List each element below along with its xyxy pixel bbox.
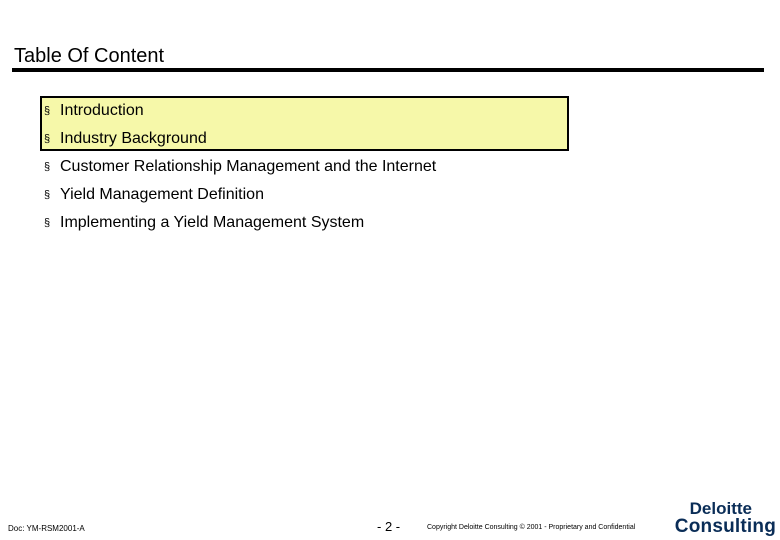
agenda-item-implementing-system (44, 209, 436, 237)
bullet-icon: § (44, 105, 51, 117)
page-number: - 2 - (377, 519, 401, 534)
copyright-notice: Copyright Deloitte Consulting © 2001 - Proprietary and Confidential (427, 524, 636, 531)
agenda-item-label: Implementing a Yield Management System (60, 214, 365, 231)
title-divider (12, 68, 764, 72)
agenda-item-label: Yield Management Definition (60, 186, 264, 203)
page-title: Table Of Content (14, 45, 165, 67)
agenda-item-label: Customer Relationship Management and the Internet (60, 158, 437, 175)
document-id: Doc: YM-RSM2001-A (8, 524, 85, 533)
bullet-icon: § (44, 189, 51, 201)
agenda-item-industry-background (44, 125, 436, 153)
logo-text-consulting: Consulting (674, 516, 776, 537)
bullet-icon: § (44, 217, 51, 229)
agenda-item-label: Introduction (60, 102, 144, 119)
agenda-item-crm-internet (44, 153, 436, 181)
agenda-item-label: Industry Background (60, 130, 207, 147)
agenda-list (44, 97, 436, 237)
bullet-icon: § (44, 161, 51, 173)
logo-text-deloitte: Deloitte (689, 499, 752, 518)
agenda-item-yield-definition (44, 181, 436, 209)
agenda-item-introduction (44, 97, 436, 125)
bullet-icon: § (44, 133, 51, 145)
deloitte-consulting-logo (664, 500, 776, 536)
